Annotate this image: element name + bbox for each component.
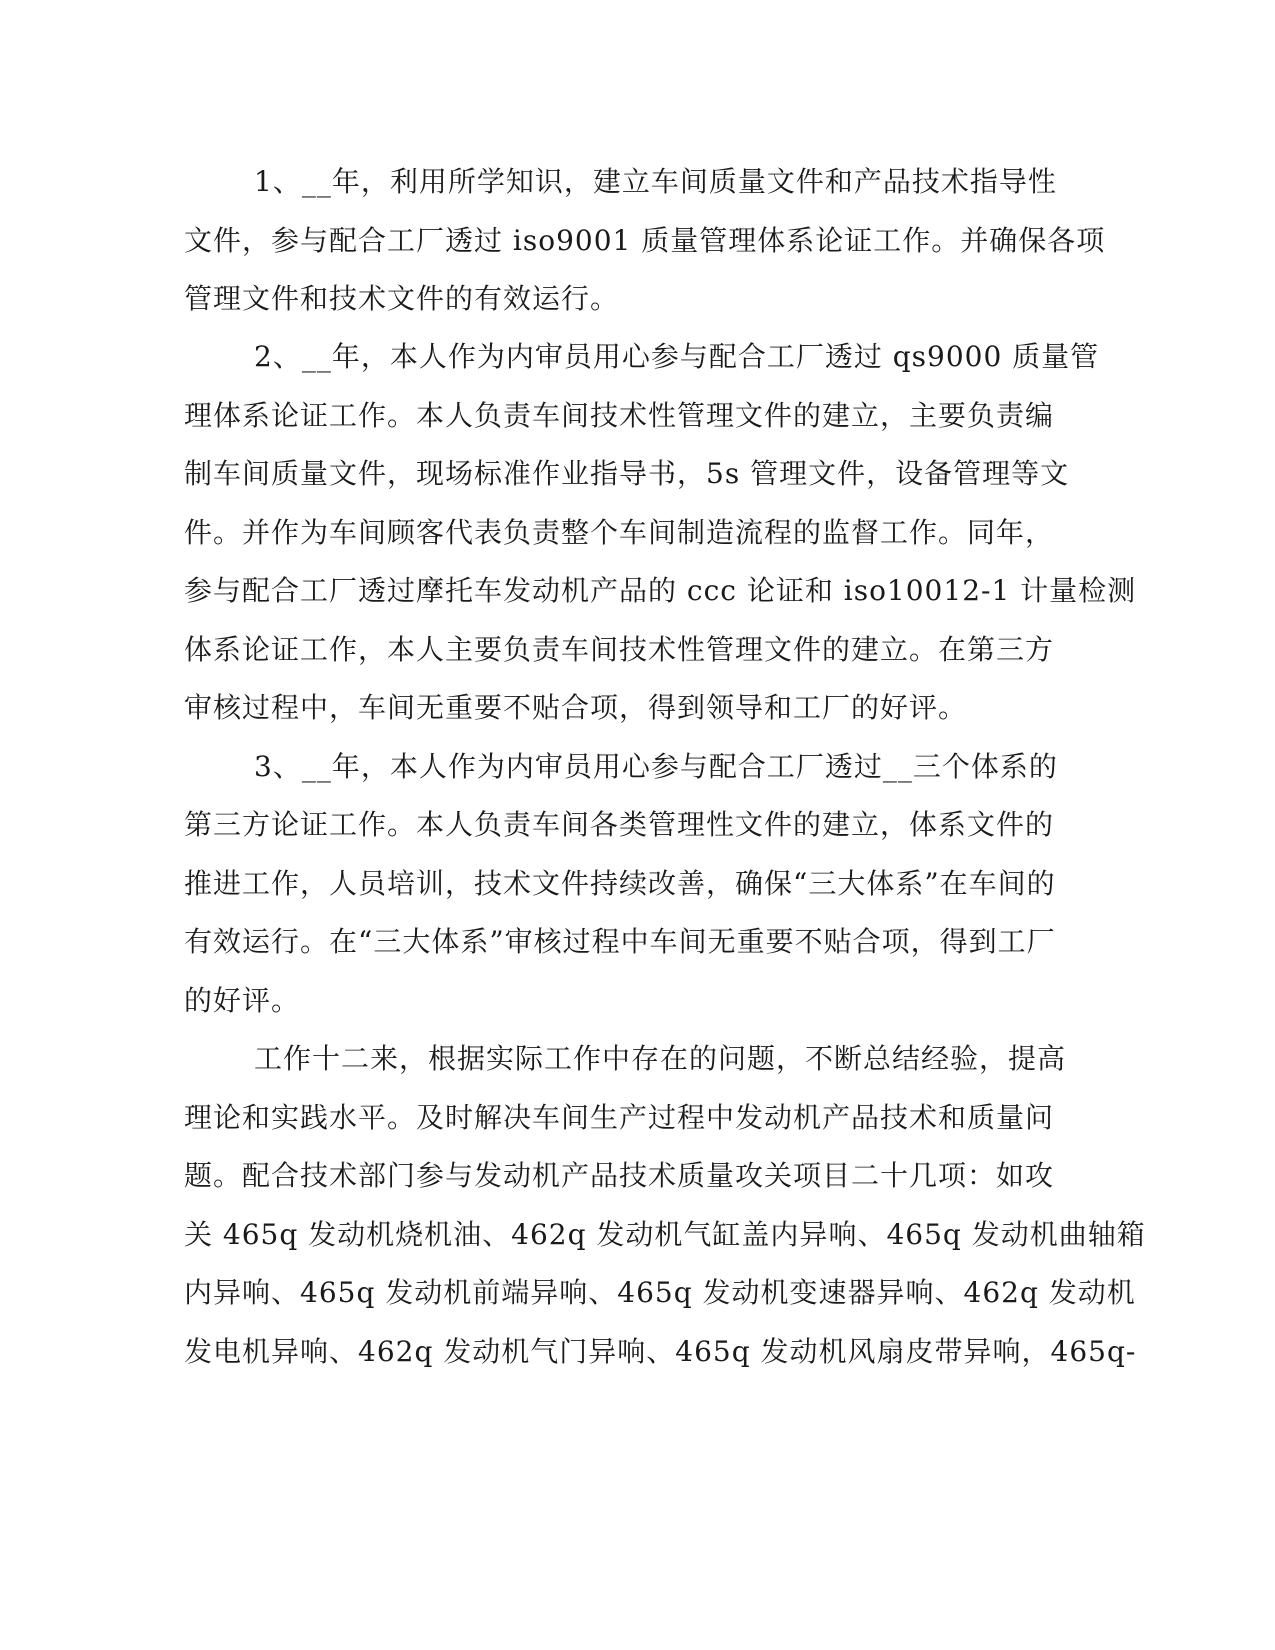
paragraph-2-line-2: 理体系论证工作。本人负责车间技术性管理文件的建立，主要负责编: [184, 399, 1055, 432]
paragraph-2-line-5: 参与配合工厂透过摩托车发动机产品的 ccc 论证和 iso10012-1 计量检测: [184, 574, 1137, 607]
paragraph-1-line-1: 1、__年，利用所学知识，建立车间质量文件和产品技术指导性: [254, 165, 1057, 198]
paragraph-4-line-1: 工作十二来，根据实际工作中存在的问题，不断总结经验，提高: [254, 1042, 1067, 1075]
paragraph-2-line-6: 体系论证工作，本人主要负责车间技术性管理文件的建立。在第三方: [184, 633, 1055, 666]
paragraph-2-line-4: 件。并作为车间顾客代表负责整个车间制造流程的监督工作。同年，: [184, 516, 1055, 549]
paragraph-2-line-7: 审核过程中，车间无重要不贴合项，得到领导和工厂的好评。: [184, 691, 968, 724]
paragraph-3-line-3: 推进工作，人员培训，技术文件持续改善，确保“三大体系”在车间的: [184, 867, 1056, 900]
paragraph-3-line-2: 第三方论证工作。本人负责车间各类管理性文件的建立，体系文件的: [184, 808, 1055, 841]
paragraph-4-line-6: 发电机异响、462q 发动机气门异响、465q 发动机风扇皮带异响，465q-: [184, 1335, 1137, 1368]
paragraph-3-line-1: 3、__年，本人作为内审员用心参与配合工厂透过__三个体系的: [254, 750, 1058, 783]
paragraph-1-line-2: 文件，参与配合工厂透过 iso9001 质量管理体系论证工作。并确保各项: [184, 224, 1106, 257]
paragraph-4-line-3: 题。配合技术部门参与发动机产品技术质量攻关项目二十几项：如攻: [184, 1159, 1055, 1192]
paragraph-4-line-5: 内异响、465q 发动机前端异响、465q 发动机变速器异响、462q 发动机: [184, 1276, 1136, 1309]
paragraph-3-line-5: 的好评。: [184, 984, 301, 1017]
paragraph-3-line-4: 有效运行。在“三大体系”审核过程中车间无重要不贴合项，得到工厂: [184, 925, 1056, 958]
paragraph-4-line-4: 关 465q 发动机烧机油、462q 发动机气缸盖内异响、465q 发动机曲轴箱: [184, 1218, 1146, 1251]
paragraph-2-line-3: 制车间质量文件，现场标准作业指导书，5s 管理文件，设备管理等文: [184, 457, 1070, 490]
paragraph-4-line-2: 理论和实践水平。及时解决车间生产过程中发动机产品技术和质量问: [184, 1101, 1055, 1134]
paragraph-2-line-1: 2、__年，本人作为内审员用心参与配合工厂透过 qs9000 质量管: [254, 340, 1100, 373]
paragraph-1-line-3: 管理文件和技术文件的有效运行。: [184, 282, 620, 315]
